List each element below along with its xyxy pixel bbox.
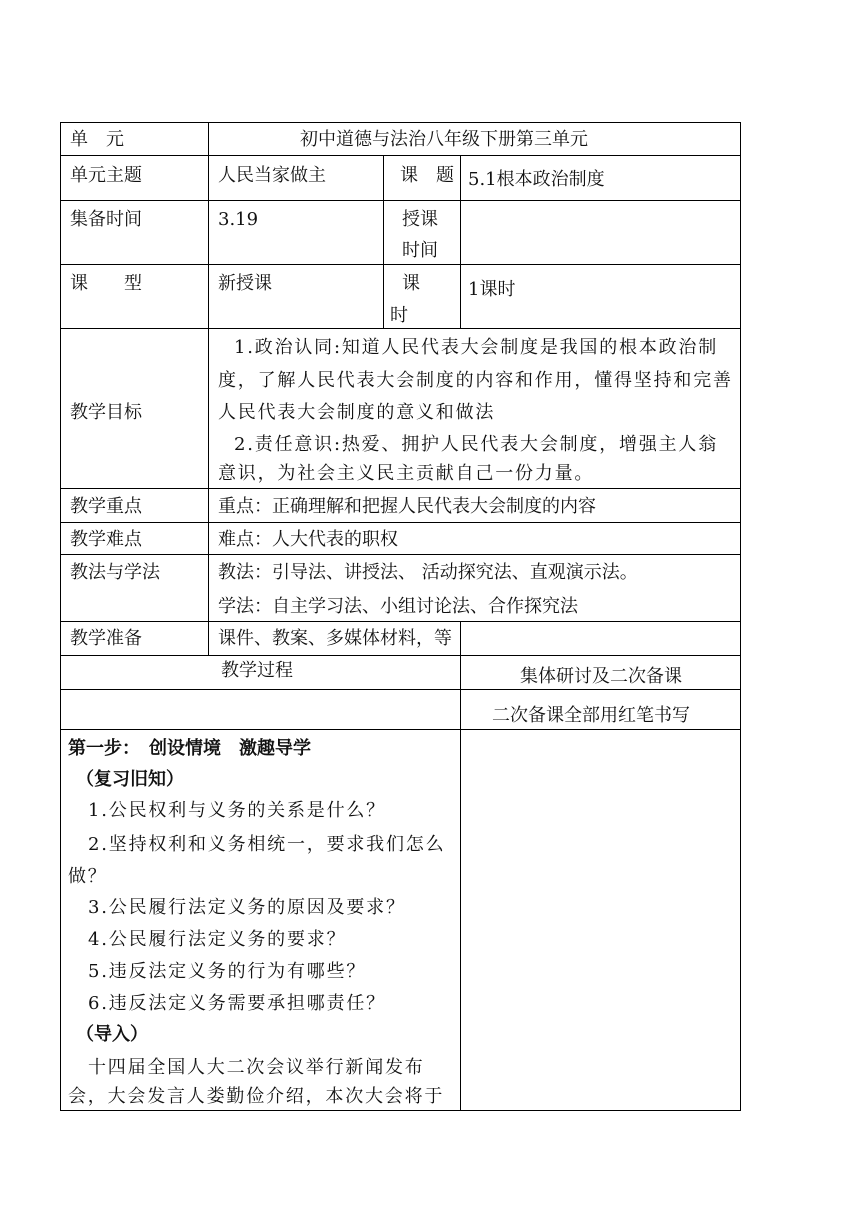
question-item: 3.公民履行法定义务的原因及要求？	[88, 897, 406, 918]
question-item: 6.违反法定义务需要承担哪责任？	[88, 993, 386, 1014]
hours-value: 1课时	[468, 279, 516, 300]
side-header: 集体研讨及二次备课	[520, 666, 682, 687]
goal-line: 1.政治认同:知道人民代表大会制度是我国的根本政治制	[234, 337, 719, 358]
goal-line: 意识，为社会主义民主贡献自己一份力量。	[218, 463, 595, 484]
question-item: 2.坚持权利和义务相统一，要求我们怎么	[88, 834, 446, 855]
question-item: 4.公民履行法定义务的要求？	[88, 929, 347, 950]
topic-label: 课 题	[400, 165, 454, 186]
question-item: 1.公民权利与义务的关系是什么？	[88, 800, 386, 821]
type-label: 课 型	[70, 273, 142, 294]
review-title: （复习旧知）	[76, 769, 184, 790]
step1-title: 第一步： 创设情境 激趣导学	[68, 738, 311, 759]
teach-time-label-1: 授课	[402, 209, 438, 230]
theme-value: 人民当家做主	[218, 165, 326, 186]
goal-line: 2.责任意识:热爱、拥护人民代表大会制度，增强主人翁	[234, 434, 719, 455]
goals-label: 教学目标	[70, 402, 142, 423]
theme-label: 单元主题	[70, 165, 142, 186]
materials-value: 课件、教案、多媒体材料，等	[218, 628, 452, 649]
key-point-value: 重点：正确理解和把握人民代表大会制度的内容	[218, 496, 596, 517]
difficulty-value: 难点：人大代表的职权	[218, 529, 398, 550]
topic-value: 5.1根本政治制度	[468, 169, 605, 190]
question-item: 5.违反法定义务的行为有哪些？	[88, 961, 367, 982]
question-item: 做？	[68, 866, 108, 887]
goal-line: 度，了解人民代表大会制度的内容和作用，懂得坚持和完善	[218, 370, 733, 391]
methods-label: 教法与学法	[70, 562, 160, 583]
unit-value: 初中道德与法治八年级下册第三单元	[300, 129, 588, 150]
intro-text: 十四届全国人大二次会议举行新闻发布	[88, 1057, 425, 1078]
learning-methods: 学法：自主学习法、小组讨论法、合作探究法	[218, 596, 578, 617]
hours-label-1: 课	[402, 273, 420, 294]
teach-time-label-2: 时间	[402, 240, 438, 261]
prep-time-value: 3.19	[218, 209, 259, 230]
intro-text: 会，大会发言人娄勤俭介绍，本次大会将于	[68, 1086, 445, 1107]
difficulty-label: 教学难点	[70, 529, 142, 550]
prep-time-label: 集备时间	[70, 209, 142, 230]
type-value: 新授课	[218, 273, 272, 294]
hours-label-2: 时	[390, 305, 408, 326]
side-note: 二次备课全部用红笔书写	[492, 705, 690, 726]
key-point-label: 教学重点	[70, 496, 142, 517]
intro-title: （导入）	[76, 1024, 148, 1045]
process-header: 教学过程	[221, 660, 293, 681]
goal-line: 人民代表大会制度的意义和做法	[218, 402, 496, 423]
teaching-methods: 教法：引导法、讲授法、 活动探究法、直观演示法。	[218, 562, 638, 583]
unit-label: 单 元	[70, 129, 124, 150]
materials-label: 教学准备	[70, 628, 142, 649]
